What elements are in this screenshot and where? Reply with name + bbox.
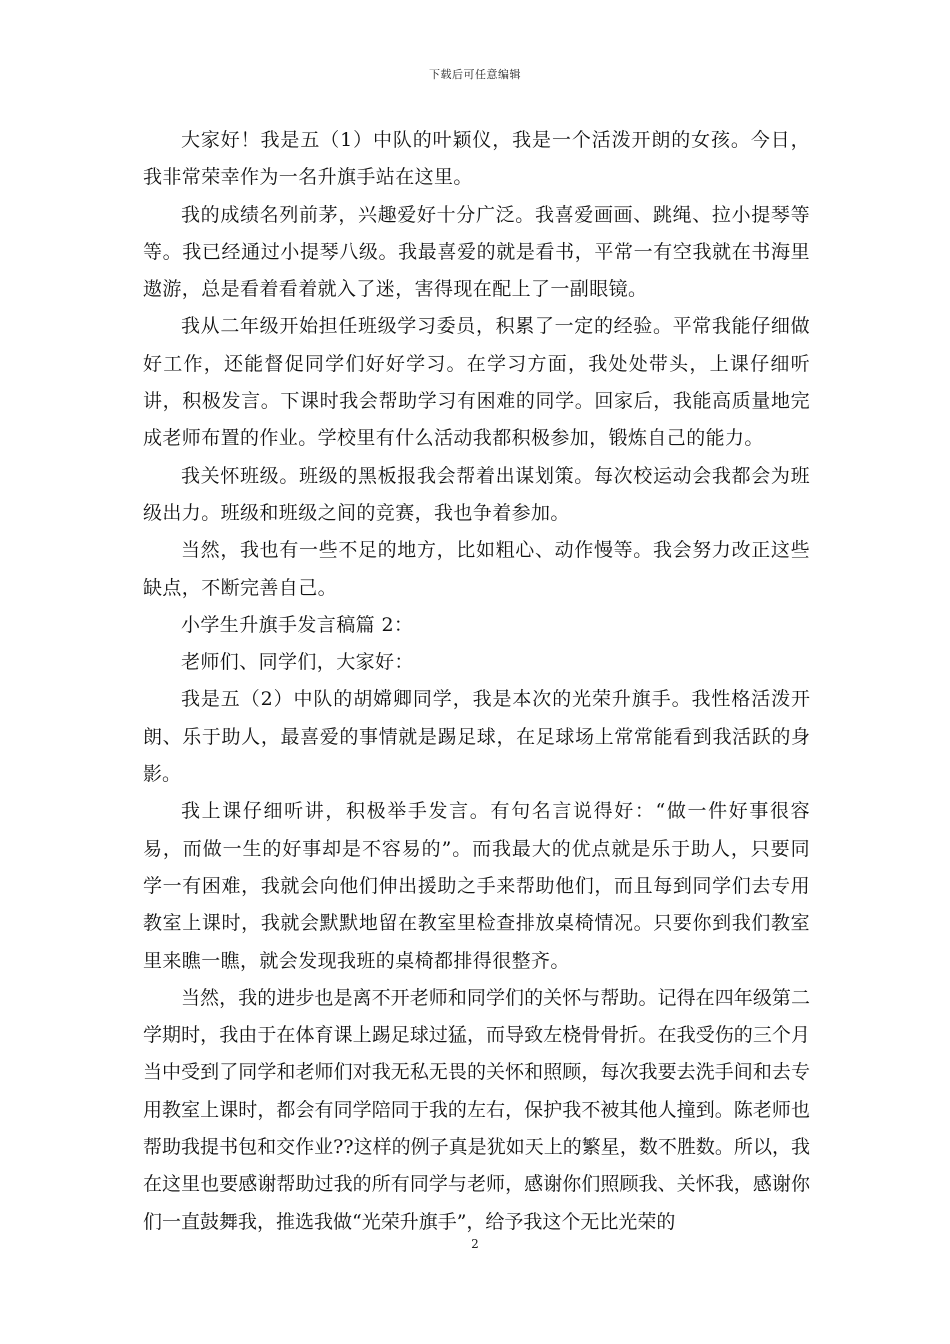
page-header: 下载后可任意编辑 [429, 68, 521, 81]
paragraph-intro-2: 我是五（2）中队的胡嫦卿同学，我是本次的光荣升旗手。我性格活泼开朗、乐于助人，最喜爱的事情就是踢足球，在足球场上常常能看到我活跃的身影。 [143, 688, 810, 786]
page-number: 2 [471, 1237, 479, 1251]
paragraph-study-committee: 我从二年级开始担任班级学习委员，积累了一定的经验。平常我能仔细做好工作，还能督促同学们好好学习。在学习方面，我处处带头，上课仔细听讲，积极发言。下课时我会帮助学习有困难的同学。回家后，我能高质量地完成老师布置的作业。学校里有什么活动我都积极参加，锻炼自己的能力。 [143, 315, 810, 450]
paragraph-helping: 我上课仔细听讲，积极举手发言。有句名言说得好：“做一件好事很容易，而做一生的好事却是不容易的”。而我最大的优点就是乐于助人，只要同学一有困难，我就会向他们伸出援助之手来帮助他们，而且每到同学们去专用教室上课时，我就会默默地留在教室里检查排放桌椅情况。只要你到我们教室里来瞧一瞧，就会发现我班的桌椅都排得很整齐。 [143, 800, 810, 972]
paragraph-intro: 大家好！我是五（1）中队的叶颖仪，我是一个活泼开朗的女孩。今日，我非常荣幸作为一名升旗手站在这里。 [143, 129, 810, 189]
paragraph-greeting: 老师们、同学们，大家好： [181, 651, 414, 674]
document-body [143, 122, 810, 1241]
paragraph-class-care: 我关怀班级。班级的黑板报我会帮着出谋划策。每次校运动会我都会为班级出力。班级和班级之间的竞赛，我也争着参加。 [143, 464, 810, 524]
paragraph-shortcomings: 当然，我也有一些不足的地方，比如粗心、动作慢等。我会努力改正这些缺点，不断完善自己。 [143, 539, 810, 599]
paragraph-gratitude: 当然，我的进步也是离不开老师和同学们的关怀与帮助。记得在四年级第二学期时，我由于在体育课上踢足球过猛，而导致左桡骨骨折。在我受伤的三个月当中受到了同学和老师们对我无私无畏的关怀和照顾，每次我要去洗手间和去专用教室上课时，都会有同学陪同于我的左右，保护我不被其他人撞到。陈老师也帮助我提书包和交作业??这样的例子真是犹如天上的繁星，数不胜数。所以，我在这里也要感谢帮助过我的所有同学与老师，感谢你们照顾我、关怀我，感谢你们一直鼓舞我，推选我做“光荣升旗手”，给予我这个无比光荣的 [143, 986, 810, 1233]
paragraph-hobbies: 我的成绩名列前茅，兴趣爱好十分广泛。我喜爱画画、跳绳、拉小提琴等等。我已经通过小提琴八级。我最喜爱的就是看书，平常一有空我就在书海里遨游，总是看着看着就入了迷，害得现在配上了一副眼镜。 [143, 203, 810, 301]
section-heading: 小学生升旗手发言稿篇 2： [181, 613, 414, 636]
